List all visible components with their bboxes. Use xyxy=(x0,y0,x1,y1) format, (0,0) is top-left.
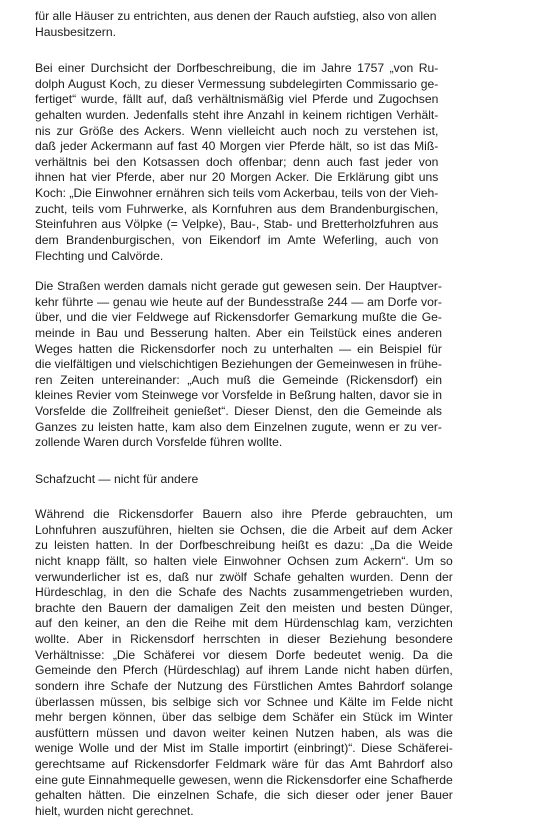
paragraph-roads xyxy=(35,279,442,451)
text-line: dolph August Koch, zu dieser Vermessung subdelegirten Commissario ge- xyxy=(35,76,439,91)
text-line: eine gute Einnahmequelle gewesen, wenn die Rickensdorfer eine Schafherde xyxy=(35,772,453,787)
text-line: brachte den Bauern der damaligen Zeit den meisten und besten Dünger, xyxy=(35,600,453,615)
text-line: Verhältnisse: „Die Schäferei vor diesem Dorfe bedeutet wenig. Da die xyxy=(35,647,453,662)
text-line: über, und die vier Feldwege auf Rickensdorfer Gemarkung mußte die Ge- xyxy=(35,310,442,325)
text-line: ren Zeiten untereinander: „Auch muß die Gemeinde (Rickensdorf) ein xyxy=(35,372,442,387)
text-line: gehalten hätten. Die einzelnen Schafe, die sich dieser oder jener Bauer xyxy=(35,788,453,803)
text-line: zu leisten hatten. In der Dorfbeschreibung heißt es dazu: „Da die Weide xyxy=(35,538,453,553)
text-line: Weges hatten die Rickensdorfer noch zu unterhalten — ein Beispiel für xyxy=(35,341,442,356)
paragraph-sheep-breeding xyxy=(35,507,453,820)
text-line: Hürdeschlag, in den die Schafe des Nachts zusammengetrieben wurden, xyxy=(35,585,453,600)
text-line: zollende Waren durch Vorsfelde führen wollte. xyxy=(35,435,283,450)
text-line: sondern ihre Schafe der Nutzung des Fürstlichen Amtes Bahrdorf solange xyxy=(35,678,453,693)
text-line: nicht knapp fällt, so halten viele Einwohner Ochsen zum Ackern“. Um so xyxy=(35,553,453,568)
text-line: verwunderlicher ist es, daß nur zwölf Schafe gehalten wurden. Denn der xyxy=(35,569,453,584)
text-line: Bei einer Durchsicht der Dorfbeschreibung, die im Jahre 1757 „von Ru- xyxy=(35,61,439,75)
text-line: Steinfuhren aus Völpke (= Velpke), Bau-, Stab- und Bretterholzfuhren aus xyxy=(35,217,439,232)
text-line: Die Straßen werden damals nicht gerade gut gewesen sein. Der Hauptver- xyxy=(35,279,442,293)
text-line: Hausbesitzern. xyxy=(35,24,116,39)
text-line: für alle Häuser zu entrichten, aus denen der Rauch aufstieg, also von allen xyxy=(35,9,437,23)
text-line: fertiget“ wurde, fällt auf, daß verhältnismäßig viel Pferde und Zugochsen xyxy=(35,92,439,107)
text-line: kleines Revier vom Steinwege vor Vorsfelde in Beßrung halten, davor sie in xyxy=(35,388,442,403)
text-line: ihnen hat vier Pferde, aber nur 20 Morgen Acker. Die Erklärung gibt uns xyxy=(35,170,439,185)
text-line: meinde in Bau und Besserung halten. Aber ein Teilstück eines anderen xyxy=(35,325,442,340)
text-line: gehalten wurden. Jedenfalls steht ihre Anzahl in keinem richtigen Verhält- xyxy=(35,107,439,122)
text-line: daß jeder Ackermann auf fast 40 Morgen vier Pferde hält, so ist das Miß- xyxy=(35,139,439,154)
text-line: ausfüttern müssen und davon weiter keinen Nutzen haben, als was die xyxy=(35,725,453,740)
text-line: zucht, teils vom Fuhrwerke, als Kornfuhren aus dem Brandenburgischen, xyxy=(35,201,439,216)
text-line: nis zur Größe des Ackers. Wenn vielleicht auch noch zu verstehen ist, xyxy=(35,123,439,138)
text-line: mehr bergen können, über das selbige dem Schäfer ein Stück im Winter xyxy=(35,710,453,725)
text-line: Ganzes zu leisten hatte, kam also dem Einzelnen zugute, wenn er zu ver- xyxy=(35,419,442,434)
text-line: die vielfältigen und vielschichtigen Beziehungen der Gemeinwesen in frühe- xyxy=(35,357,442,372)
paragraph-house-tax xyxy=(35,9,437,40)
text-line: Während die Rickensdorfer Bauern also ihre Pferde gebrauchten, um xyxy=(35,507,453,521)
text-line: gerechtsame auf Rickensdorfer Feldmark wäre für das Amt Bahrdorf also xyxy=(35,757,453,771)
text-line: dem Brandenburgischen, von Eikendorf im Amte Weferling, auch von xyxy=(35,232,439,247)
text-line: Koch: „Die Einwohner ernähren sich teils vom Ackerbau, teils von der Vieh- xyxy=(35,186,439,200)
text-line: hielt, wurden nicht gerechnet. xyxy=(35,803,194,818)
text-line: kehr führte — genau wie heute auf der Bundesstraße 244 — am Dorfe vor- xyxy=(35,294,442,309)
text-line: Vorsfelde die Zollfreiheit genießet“. Dieser Dienst, den die Gemeinde als xyxy=(35,404,442,418)
text-line: Gemeinde den Pferch (Hürdeschlag) auf ihrem Lande nicht haben dürfen, xyxy=(35,663,453,678)
text-line: wollte. Aber in Rickensdorf herrschten in dieser Beziehung besondere xyxy=(35,632,453,646)
section-heading: Schafzucht — nicht für andere xyxy=(35,472,199,486)
paragraph-village-description xyxy=(35,61,438,264)
text-line: Flechting und Calvörde. xyxy=(35,248,164,263)
text-line: auf den keiner, an den die Reihe mit dem Hürdenschlag kam, verzichten xyxy=(35,616,453,631)
text-line: wenige Wolle und der Mist im Stalle importirt (einbringt)“. Diese Schäferei- xyxy=(35,741,453,756)
text-line: überlassen müssen, bis selbige sich vor Schnee und Kälte im Felde nicht xyxy=(35,694,453,709)
text-line: verhältnis bei den Kotsassen doch offenbar; denn auch fast jeder von xyxy=(35,154,439,169)
text-line: Lohnfuhren auszuführen, hielten sie Ochsen, die die Arbeit auf dem Acker xyxy=(35,522,453,537)
